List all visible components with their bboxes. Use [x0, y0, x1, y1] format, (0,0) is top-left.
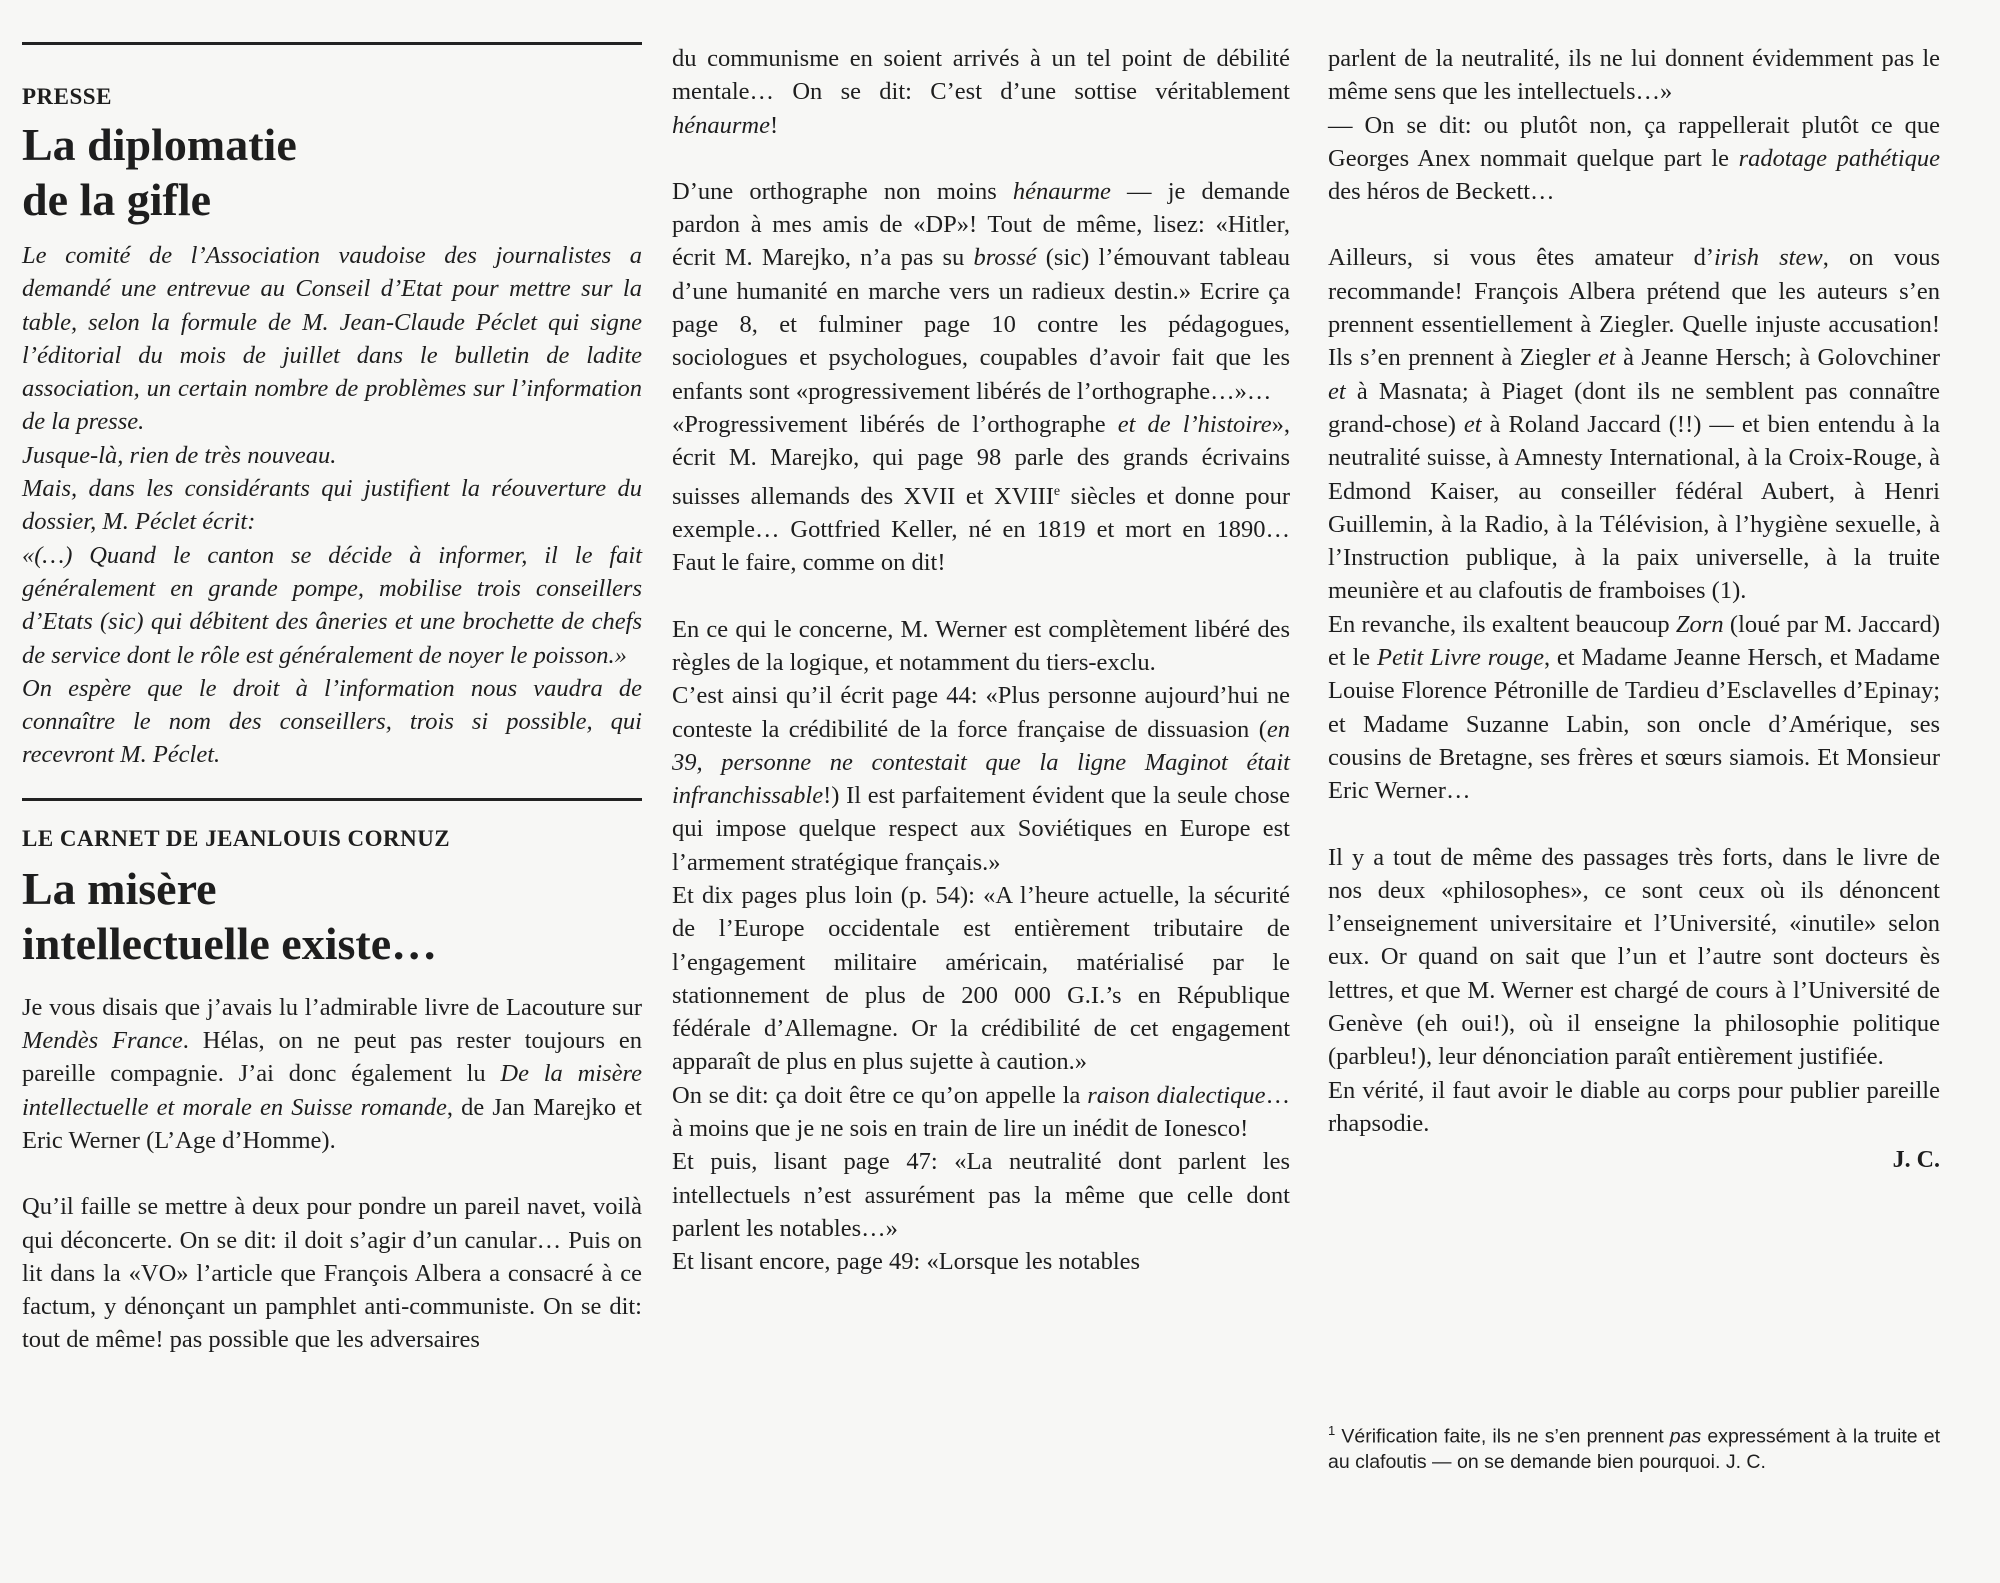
paragraph: Et dix pages plus loin (p. 54): «A l’heure actuelle, la sécurité de l’Europe occidentale est entièrement tributaire de l’engagement militaire américain, matérialisé par le stationnement de plus de 200 000 G.I.’s en République fédérale d’Allemagne. Or la crédibilité de cet engagement apparaît de plus en plus sujette à caution.»	[672, 881, 1290, 1076]
paragraph: — On se dit: ou plutôt non, ça rappellerait plutôt ce que Georges Anex nommait quelque part le radotage pathétique des héros de Beckett…	[1328, 111, 1941, 206]
paragraph: En ce qui le concerne, M. Werner est complètement libéré des règles de la logique, et notamment du tiers-exclu.	[672, 615, 1290, 676]
paragraph: En vérité, il faut avoir le diable au corps pour publier pareille rhapsodie.	[1328, 1076, 1940, 1137]
article-1-title-line-1: La diplomatie	[22, 119, 297, 170]
paragraph: «(…) Quand le canton se décide à informer, il le fait généralement en grande pompe, mobilise trois conseillers d’Etats (sic) qui débitent des âneries et une brochette de chefs de service dont le rôle est généralement de noyer le poisson.»	[22, 541, 642, 669]
section-divider	[22, 798, 642, 801]
column-2	[672, 42, 1290, 1279]
article-2-rubric: LE CARNET DE JEANLOUIS CORNUZ	[22, 825, 451, 851]
paragraph: Je vous disais que j’avais lu l’admirable livre de Lacouture sur Mendès France. Hélas, on ne peut pas rester toujours en pareille compagnie. J’ai donc également lu De la misère intellectuelle et morale en Suisse romande, de Jan Marejko et Eric Werner (L’Age d’Homme).	[22, 993, 642, 1154]
paragraph: parlent de la neutralité, ils ne lui donnent évidemment pas le même sens que les intellectuels…»	[1328, 45, 1940, 106]
paragraph: Et puis, lisant page 47: «La neutralité dont parlent les intellectuels n’est assurément pas la même que celle dont parlent les notables…»	[672, 1148, 1290, 1242]
paragraph: On espère que le droit à l’information nous vaudra de connaître le nom des conseillers, trois si possible, qui recevront M. Péclet.	[22, 674, 642, 769]
article-2-title	[22, 861, 642, 971]
section-divider	[22, 42, 642, 45]
article-2-title-line-2: intellectuelle existe…	[22, 917, 438, 969]
paragraph: Le comité de l’Association vaudoise des journalistes a demandé une entrevue au Conseil d’Etat pour mettre sur la table, selon la formule de M. Jean-Claude Péclet qui signe l’éditorial du mois de juillet dans le bulletin de ladite association, un certain nombre de problèmes sur l’information de la presse.	[22, 242, 642, 436]
paragraph: D’une orthographe non moins hénaurme — je demande pardon à mes amis de «DP»! Tout de même, lisez: «Hitler, écrit M. Marejko, n’a pas su brossé (sic) l’émouvant tableau d’une humanité en marche vers un radieux destin.» Ecrire ça page 8, et fulminer page 10 contre les pédagogues, sociologues et psychologues, coupables d’avoir fait que les enfants sont «progressivement libérés de l’orthographe…»…	[672, 177, 1290, 405]
paragraph: «Progressivement libérés de l’orthographe et de l’histoire», écrit M. Marejko, qui page 98 parle des grands écrivains suisses allemands des XVII et XVIIIe siècles et donne pour exemple… Gottfried Keller, né en 1819 et mort en 1890… Faut le faire, comme on dit!	[672, 410, 1290, 577]
article-1-rubric: PRESSE	[22, 84, 112, 109]
paragraph: Qu’il faille se mettre à deux pour pondre un pareil navet, voilà qui déconcerte. On se dit: il doit s’agir d’un canular… Puis on lit dans la «VO» l’article que François Albera a consacré à ce factum, y dénonçant un pamphlet anti-communiste. On se dit: tout de même! pas possible que les adversaires	[22, 1193, 642, 1354]
paragraph: Jusque-là, rien de très nouveau.	[22, 441, 337, 469]
article-1-title-line-2: de la gifle	[22, 174, 212, 225]
article-1-body	[22, 239, 642, 772]
paragraph: Et lisant encore, page 49: «Lorsque les notables	[672, 1248, 1141, 1276]
paragraph: On se dit: ça doit être ce qu’on appelle la raison dialectique… à moins que je ne sois en train de lire un inédit de Ionesco!	[672, 1081, 1290, 1143]
article-2-body-start	[22, 991, 642, 1357]
footnote: $^1$ Vérification faite, ils ne s’en prennent pas expressément à la truite et au clafoutis — on se demande bien pourquoi. J. C.	[1328, 1423, 1940, 1473]
column-1	[22, 0, 642, 1357]
article-2-title-line-1: La misère	[22, 862, 217, 914]
paragraph: Il y a tout de même des passages très forts, dans le livre de nos deux «philosophes», ce sont ceux où ils dénoncent l’enseignement universitaire et l’Université, «inutile» selon eux. Or quand on sait que l’un et l’autre sont docteurs ès lettres, et que M. Werner est chargé de cours à l’Université de Genève (eh oui!), où il enseigne la philosophie politique (parbleu!), leur dénonciation paraît entièrement justifiée.	[1328, 843, 1940, 1071]
article-1-title	[22, 117, 642, 227]
paragraph: du communisme en soient arrivés à un tel point de débilité mentale… On se dit: C’est d’une sottise véritablement hénaurme!	[672, 45, 1290, 139]
signature: J. C.	[1892, 1147, 1940, 1174]
paragraph: Ailleurs, si vous êtes amateur d’irish stew, on vous recommande! François Albera prétend que les auteurs s’en prennent essentiellement à Ziegler. Quelle injuste accusation! Ils s’en prennent à Ziegler et à Jeanne Hersch; à Golovchiner et à Masnata; à Piaget (dont ils ne semblent pas connaître grand-chose) et à Roland Jaccard (!!) — et bien entendu à la neutralité suisse, à Amnesty International, à la Croix-Rouge, à Edmond Kaiser, au conseiller fédéral Aubert, à Henri Guillemin, à la Radio, à la Télévision, à l’hygiène sexuelle, à l’Instruction publique, à la paix universelle, à la truite meunière et au clafoutis de framboises (1).	[1328, 244, 1940, 605]
paragraph: C’est ainsi qu’il écrit page 44: «Plus personne aujourd’hui ne conteste la crédibilité de la force française de dissuasion (en 39, personne ne contestait que la ligne Maginot était infranchissable!) Il est parfaitement évident que la seule chose qui impose quelque respect aux Soviétiques en Europe est l’armement stratégique français.»	[672, 682, 1290, 876]
paragraph: En revanche, ils exaltent beaucoup Zorn (loué par M. Jaccard) et le Petit Livre rouge, et Madame Jeanne Hersch, et Madame Louise Florence Pétronille de Tardieu d’Esclavelles d’Epinay; et Madame Suzanne Labin, son oncle d’Amérique, ses cousins de Bretagne, ses frères et sœurs siamois. Et Monsieur Eric Werner…	[1328, 610, 1941, 805]
paragraph: Mais, dans les considérants qui justifient la réouverture du dossier, M. Péclet écrit:	[22, 475, 642, 536]
column-3	[1328, 42, 1940, 1178]
